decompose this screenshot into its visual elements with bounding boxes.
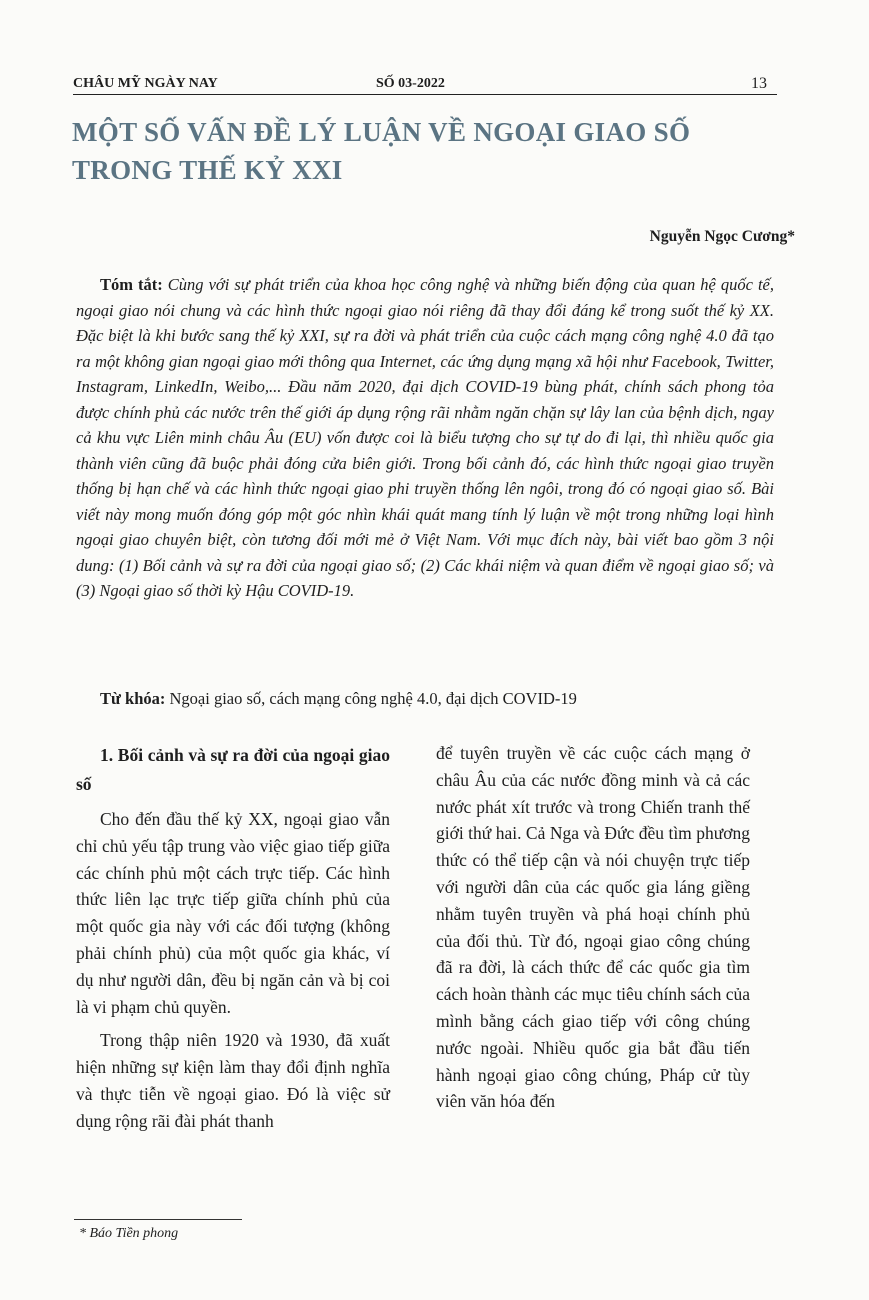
abstract (76, 272, 774, 604)
article-author: Nguyễn Ngọc Cương* (649, 228, 795, 245)
body-paragraph: Cho đến đầu thế kỷ XX, ngoại giao vẫn chỉ chủ yếu tập trung vào việc giao tiếp giữa các chính phủ một cách trực tiếp. Các hình thức liên lạc trực tiếp giữa chính phủ của một quốc gia này với các đối tượng (không phải chính phủ) của một quốc gia khác, ví dụ như người dân, đều bị ngăn cản và bị coi là vi phạm chủ quyền. (76, 809, 390, 1017)
running-header (73, 74, 777, 95)
page-number: 13 (751, 75, 767, 92)
footnote-divider (74, 1219, 242, 1220)
issue-number: SỐ 03-2022 (376, 76, 445, 91)
body-paragraph: để tuyên truyền về các cuộc cách mạng ở châu Âu của các nước đồng minh và cả các nước phát xít trước và trong Chiến tranh thế giới thứ hai. Cả Nga và Đức đều tìm phương thức có thể tiếp cận và nói chuyện trực tiếp với người dân của các quốc gia láng giềng nhằm tuyên truyền và phá hoại chính phủ của đối thủ. Từ đó, ngoại giao công chúng đã ra đời, là cách thức để các quốc gia tìm cách hoàn thành các mục tiêu chính sách của mình bằng cách giao tiếp với công chúng nước ngoài. Nhiều quốc gia bắt đầu tiến hành ngoại giao công chúng, Pháp cử tùy viên văn hóa đến (436, 743, 750, 1112)
journal-name: CHÂU MỸ NGÀY NAY (73, 76, 218, 91)
keywords (76, 686, 774, 711)
keywords-text: Ngoại giao số, cách mạng công nghệ 4.0, đại dịch COVID-19 (169, 689, 577, 708)
section-heading: 1. Bối cảnh và sự ra đời của ngoại giao số (76, 745, 390, 794)
footnote: * Báo Tiền phong (79, 1226, 179, 1241)
abstract-text: Cùng với sự phát triển của khoa học công nghệ và những biến động của quan hệ quốc tế, ngoại giao nói chung và các hình thức ngoại giao nói riêng đã thay đổi đáng kể trong suốt thế kỷ XX. Đặc biệt là khi bước sang thế kỷ XXI, sự ra đời và phát triển của cuộc cách mạng công nghệ 4.0 đã tạo ra một không gian ngoại giao mới thông qua Internet, các ứng dụng mạng xã hội như Facebook, Twitter, Instagram, LinkedIn, Weibo,... Đầu năm 2020, đại dịch COVID-19 bùng phát, chính sách phong tỏa được chính phủ các nước trên thế giới áp dụng rộng rãi nhằm ngăn chặn sự lây lan của bệnh dịch, ngay cả khu vực Liên minh châu Âu (EU) vốn được coi là biểu tượng cho sự tự do đi lại, thì nhiều quốc gia thành viên cũng đã buộc phải đóng cửa biên giới. Trong bối cảnh đó, các hình thức ngoại giao truyền thống bị hạn chế và các hình thức ngoại giao phi truyền thống lên ngôi, trong đó có ngoại giao số. Bài viết này mong muốn đóng góp một góc nhìn khái quát mang tính lý luận về một trong những loại hình ngoại giao chuyên biệt, còn tương đối mới mẻ ở Việt Nam. Với mục đích này, bài viết bao gồm 3 nội dung: (1) Bối cảnh và sự ra đời của ngoại giao số; (2) Các khái niệm và quan điểm về ngoại giao số; và (3) Ngoại giao số thời kỳ Hậu COVID-19. (76, 275, 774, 600)
right-column (436, 740, 750, 1122)
article-title: MỘT SỐ VẤN ĐỀ LÝ LUẬN VỀ NGOẠI GIAO SỐ TRONG THẾ KỶ XXI (72, 117, 691, 185)
left-column (76, 741, 390, 1142)
body-paragraph: Trong thập niên 1920 và 1930, đã xuất hiện những sự kiện làm thay đổi định nghĩa và thực tiễn về ngoại giao. Đó là việc sử dụng rộng rãi đài phát thanh (76, 1030, 390, 1131)
abstract-label: Tóm tắt: (100, 275, 163, 294)
keywords-label: Từ khóa: (100, 689, 166, 708)
